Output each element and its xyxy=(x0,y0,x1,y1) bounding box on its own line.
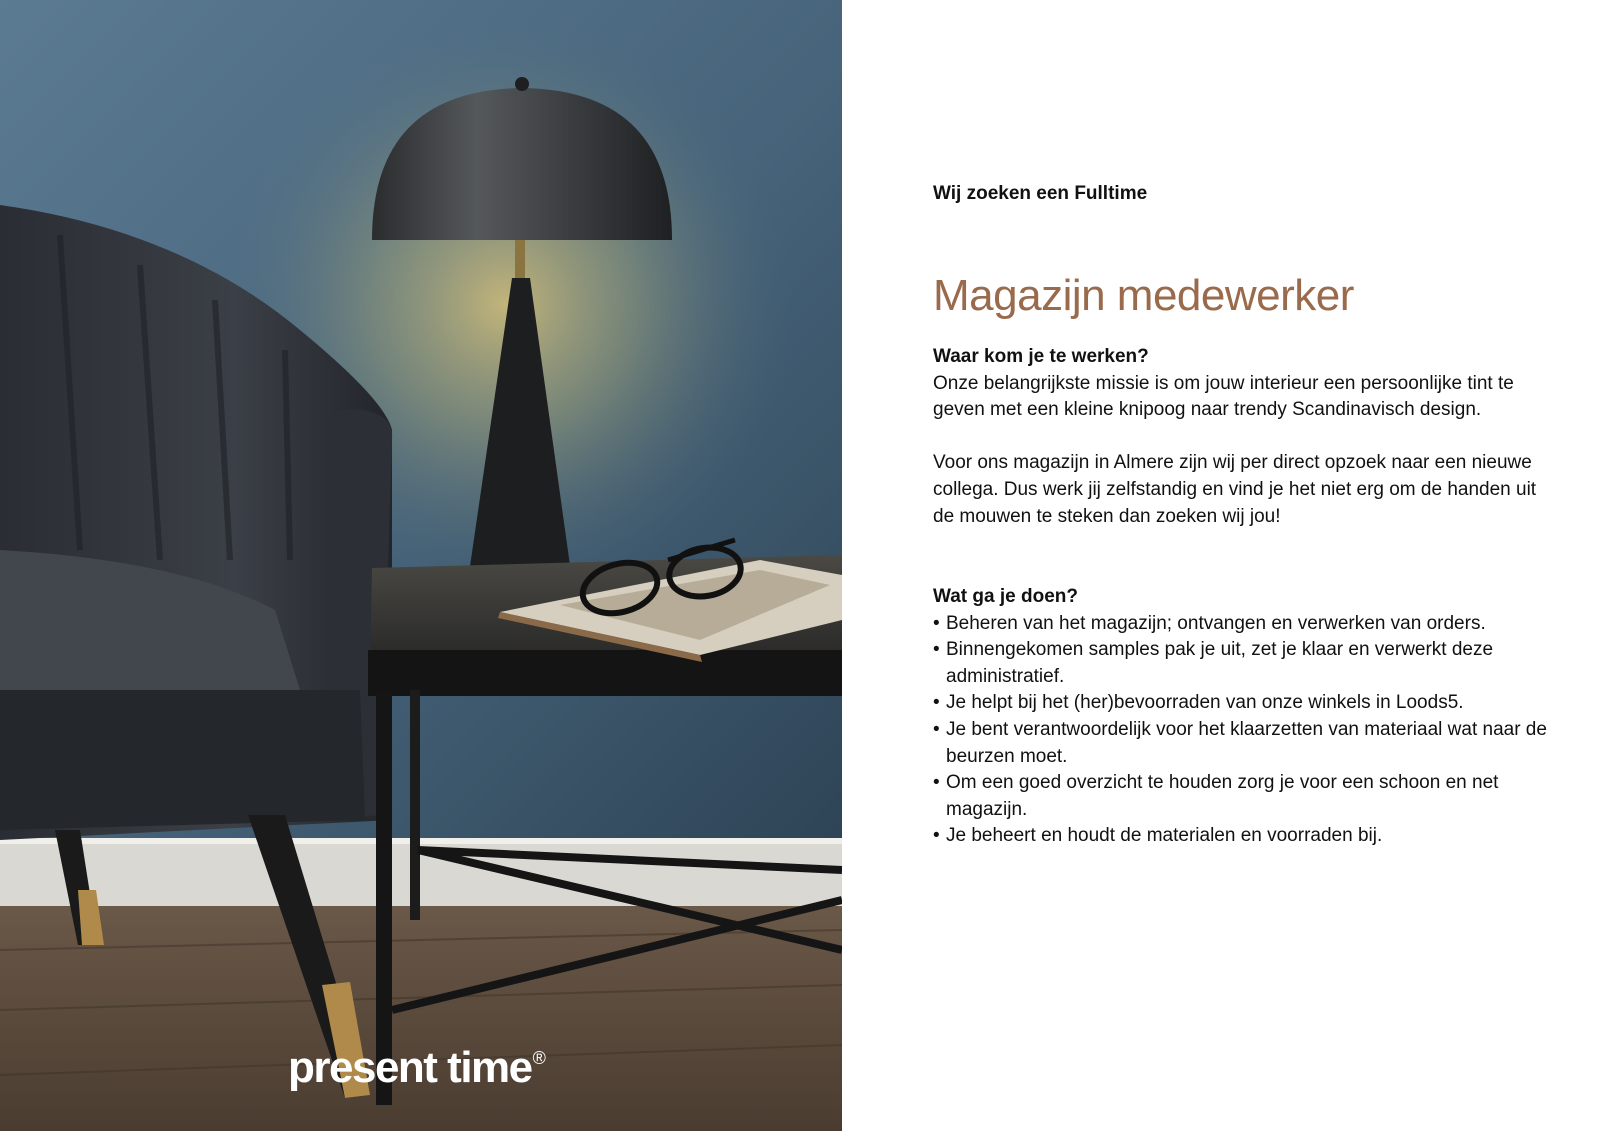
task-list-item: • Je helpt bij het (her)bevoorraden van onze winkels in Loods5. xyxy=(933,690,1553,717)
section-workplace-paragraph: Voor ons magazijn in Almere zijn wij per direct opzoek naar een nieuwe collega. Dus werk jij zelfstandig en vind je het niet erg om de handen uit de mouwen te steken dan zoeken wij jou! xyxy=(933,452,1537,527)
brand-logo xyxy=(288,1043,546,1092)
task-list-item: • Binnengekomen samples pak je uit, zet je klaar en verwerkt deze administratief. xyxy=(933,637,1553,690)
brand-logo-text: present time xyxy=(288,1043,532,1092)
section-workplace-paragraph: Onze belangrijkste missie is om jouw interieur een persoonlijke tint te geven met een kleine knipoog naar trendy Scandinavisch design. xyxy=(933,372,1514,421)
task-list-item: • Beheren van het magazijn; ontvangen en verwerken van orders. xyxy=(933,611,1553,638)
task-list-item: • Je bent verantwoordelijk voor het klaarzetten van materiaal wat naar de beurzen moet. xyxy=(933,717,1553,770)
task-list-item: • Om een goed overzicht te houden zorg je voor een schoon en net magazijn. xyxy=(933,770,1553,823)
task-list-item: • Je beheert en houdt de materialen en voorraden bij. xyxy=(933,823,1553,850)
section-workplace-heading: Waar kom je te werken? xyxy=(933,346,1149,367)
registered-mark: ® xyxy=(532,1048,546,1068)
section-workplace xyxy=(933,344,1553,557)
job-title: Magazijn medewerker xyxy=(933,271,1354,321)
job-type-label: Wij zoeken een Fulltime xyxy=(933,183,1148,204)
task-list xyxy=(933,611,1553,850)
section-tasks xyxy=(933,584,1553,850)
section-tasks-heading: Wat ga je doen? xyxy=(933,586,1078,607)
